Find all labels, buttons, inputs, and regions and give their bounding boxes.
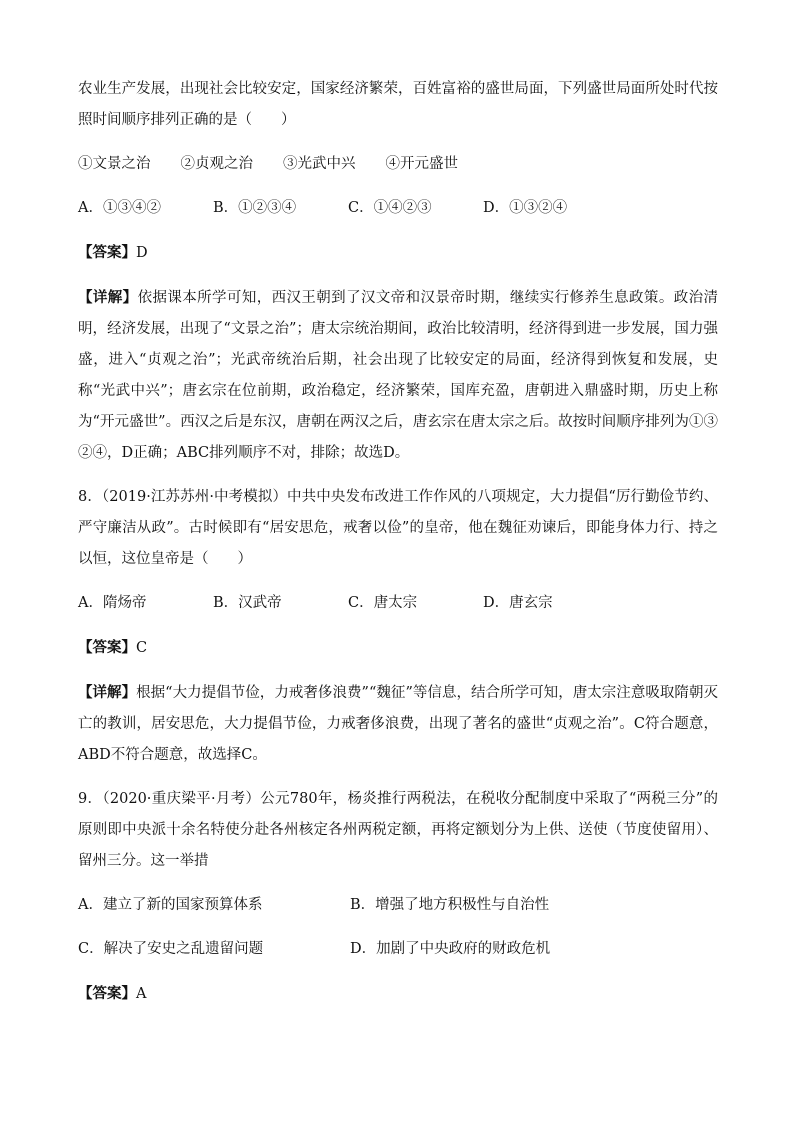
q8-options [78,588,718,619]
q9-answer [78,978,718,1010]
q8-option-d: D．唐玄宗 [483,595,553,611]
q8-option-b: B．汉武帝 [213,595,282,611]
q7-options [78,193,718,224]
q7-option-c: C．①④②③ [348,200,432,216]
q9-options-row-2 [78,934,718,965]
q9-option-c: C．解决了安史之乱遗留问题 [78,941,264,957]
q7-detail-tag: 【详解】 [78,289,138,306]
q7-answer [78,237,718,269]
q7-option-a: A．①③④② [78,200,161,216]
q8-option-a: A．隋炀帝 [78,595,147,611]
q7-items [78,149,718,180]
document-page [78,74,718,1023]
q8-answer-tag: 【答案】 [78,639,136,656]
q9-stem: 9．（2020·重庆梁平·月考）公元780年，杨炎推行两税法，在税收分配制度中采取了“两税三分”的原则即中央派十余名特使分赴各州核定各州两税定额，再将定额划分为上供、送使（节度使留用）、留州三分。这一举措 [78,791,718,869]
q7-item-2: ②贞观之治 [180,156,253,172]
q9-option-d: D．加剧了中央政府的财政危机 [350,941,551,957]
q7-stem: 农业生产发展，出现社会比较安定，国家经济繁荣，百姓富裕的盛世局面，下列盛世局面所处时代按照时间顺序排列正确的是（ ） [78,81,718,128]
q7-answer-value: D [136,245,148,261]
q9-option-a: A．建立了新的国家预算体系 [78,897,263,913]
q7-answer-tag: 【答案】 [78,244,136,261]
q7-detail [78,282,718,469]
q8-answer-value: C [136,640,148,656]
q9-answer-tag: 【答案】 [78,985,136,1002]
q9-answer-value: A [136,986,147,1002]
q8-stem: 8．（2019·江苏苏州·中考模拟）中共中央发布改进工作作风的八项规定，大力提倡“厉行勤俭节约、严守廉洁从政”。古时候即有“居安思危，戒奢以俭”的皇帝，他在魏征劝谏后，即能身体力行、持之以恒，这位皇帝是（ ） [78,489,718,567]
q8-detail-text: 根据“大力提倡节俭，力戒奢侈浪费”“魏征”等信息，结合所学可知，唐太宗注意吸取隋朝灭亡的教训，居安思危，大力提倡节俭，力戒奢侈浪费，出现了著名的盛世“贞观之治”。C符合题意，ABD不符合题意，故选择C。 [78,685,718,763]
q9-options-row-1 [78,890,718,921]
q7-detail-text: 依据课本所学可知，西汉王朝到了汉文帝和汉景帝时期，继续实行修养生息政策。政治清明，经济发展，出现了“文景之治”；唐太宗统治期间，政治比较清明，经济得到进一步发展，国力强盛，进入“贞观之治”；光武帝统治后期，社会出现了比较安定的局面，经济得到恢复和发展，史称“光武中兴”；唐玄宗在位前期，政治稳定，经济繁荣，国库充盈，唐朝进入鼎盛时期，历史上称为“开元盛世”。西汉之后是东汉，唐朝在两汉之后，唐玄宗在唐太宗之后。故按时间顺序排列为①③②④，D正确；ABC排列顺序不对，排除；故选D。 [78,290,719,461]
q8-detail-tag: 【详解】 [78,684,137,701]
q9-option-b: B．增强了地方积极性与自治性 [350,897,550,913]
q7-item-3: ③光武中兴 [283,156,356,172]
q7-item-1: ①文景之治 [78,156,151,172]
q7-option-d: D．①③②④ [483,200,568,216]
q8-option-c: C．唐太宗 [348,595,418,611]
q7-item-4: ④开元盛世 [385,156,458,172]
q8-answer [78,632,718,664]
q7-option-b: B．①②③④ [213,200,297,216]
q8-detail [78,677,718,771]
